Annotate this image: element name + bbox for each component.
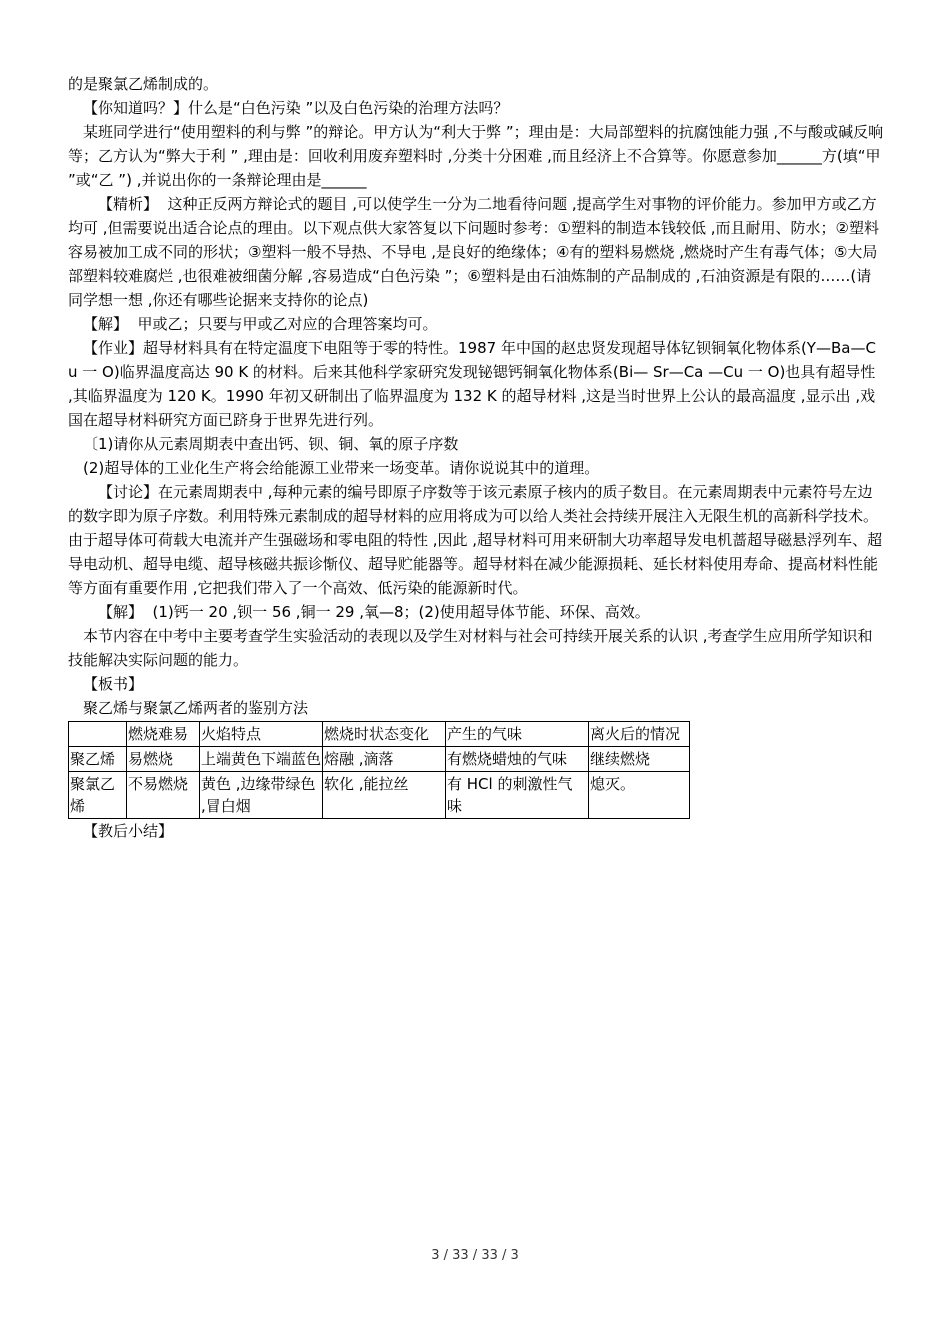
document-body: [68, 72, 884, 843]
table-header-cell: 燃烧难易: [127, 722, 200, 747]
table-header-row: [69, 722, 690, 747]
table-row: [69, 747, 690, 772]
table-cell: 易燃烧: [127, 747, 200, 772]
table-cell: 继续燃烧: [589, 747, 690, 772]
table-header-cell: 产生的气味: [446, 722, 589, 747]
table-cell: 软化 ,能拉丝: [323, 772, 446, 819]
table-cell: 有燃烧蜡烛的气味: [446, 747, 589, 772]
identification-table: [68, 721, 690, 819]
paragraph-intro-end: 的是聚氯乙烯制成的。: [68, 75, 219, 93]
paragraph-discussion: 【讨论】在元素周期表中 ,每种元素的编号即原子序数等于该元素原子核内的质子数目。在元素周期表中元素符号左边的数字即为原子序数。利用特殊元素制成的超导材料的应用将成为可以给人类社会持续开展注入无限生机的高新科学技术。由于超导体可荷载大电流并产生强磁场和零电阻的特性 ,因此 ,超导材料可用来研制大功率超导发电机蔷超导磁悬浮列车、超导电动机、超导电缆、超导核磁共振诊惭仪、超导贮能器等。超导材料在减少能源损耗、延长材料使用寿命、提高材料性能等方面有重要作用 ,它把我们带入了一个高效、低污染的能源新时代。: [68, 483, 883, 597]
paragraph-debate-question: 某班同学进行“使用塑料的利与弊 ”的辩论。甲方认为“利大于弊 ”；理由是：大局部塑料的抗腐蚀能力强 ,不与酸或碱反响等；乙方认为“弊大于利 ” ,理由是：回收利用废弃塑料时 ,分类十分困难 ,而且经济上不合算等。你愿意参加______方(填“甲 ”或“乙 ”) ,并说出你的一条辩论理由是______: [68, 123, 886, 189]
table-cell: 熄灭。: [589, 772, 690, 819]
table-cell: 上端黄色下端蓝色: [200, 747, 323, 772]
table-cell: 不易燃烧: [127, 772, 200, 819]
paragraph-analysis: 【精析】 这种正反两方辩论式的题目 ,可以使学生一分为二地看待问题 ,提高学生对事物的评价能力。参加甲方或乙方均可 ,但需要说出适合论点的理由。以下观点供大家答复以下问题时参考：①塑料的制造本钱较低 ,而且耐用、防水；②塑料容易被加工成不同的形状；③塑料一般不导热、不导电 ,是良好的绝缘体；④有的塑料易燃烧 ,燃烧时产生有毒气体；⑤大局部塑料较难腐烂 ,也很难被细菌分解 ,容易造成“白色污染 ”；⑥塑料是由石油炼制的产品制成的 ,石油资源是有限的……(请同学想一想 ,你还有哪些论据来支持你的论点): [68, 195, 879, 309]
table-caption: 聚乙烯与聚氯乙烯两者的鉴别方法: [83, 699, 309, 717]
table-cell: 熔融 ,滴落: [323, 747, 446, 772]
paragraph-answer-2: 【解】 (1)钙一 20 ,钡一 56 ,铜一 29 ,氧—8；(2)使用超导体节能、环保、高效。: [98, 603, 650, 621]
paragraph-do-you-know: 【你知道吗？】什么是“白色污染 ”以及白色污染的治理方法吗？: [83, 99, 509, 117]
table-cell: 聚乙烯: [69, 747, 127, 772]
paragraph-question-1: 〔1)请你从元素周期表中查出钙、钡、铜、氧的原子序数: [83, 435, 459, 453]
paragraph-answer-1: 【解】 甲或乙；只要与甲或乙对应的合理答案均可。: [83, 315, 438, 333]
table-cell: 黄色 ,边缘带绿色 ,冒白烟: [200, 772, 323, 819]
table-cell: 有 HCl 的刺激性气味: [446, 772, 589, 819]
table-header-cell: [69, 722, 127, 747]
paragraph-homework: 【作业】超导材料具有在特定温度下电阻等于零的特性。1987 年中国的赵忠贤发现超导体钇钡铜氧化物体系(Y—Ba—Cu 一 O)临界温度高达 90 K 的材料。后来其他科学家研究发现铋锶钙铜氧化物体系(Bi— Sr—Ca —Cu 一 O)也具有超导性 ,其临界温度为 120 K。1990 年初又研制出了临界温度为 132 K 的超导材料 ,这是当时世界上公认的最高温度 ,显示出 ,戏国在超导材料研究方面已跻身于世界先进行列。: [68, 339, 881, 429]
table-header-cell: 火焰特点: [200, 722, 323, 747]
paragraph-summary: 本节内容在中考中主要考查学生实验活动的表现以及学生对材料与社会可持续开展关系的认识 ,考查学生应用所学知识和技能解决实际问题的能力。: [68, 627, 873, 669]
page-number: 3 / 33 / 33 / 3: [431, 1248, 519, 1263]
table-row: [69, 772, 690, 819]
table-header-cell: 燃烧时状态变化: [323, 722, 446, 747]
paragraph-question-2: (2)超导体的工业化生产将会给能源工业带来一场变革。请你说说其中的道理。: [83, 459, 600, 477]
paragraph-board-heading: 【板书】: [83, 675, 144, 693]
paragraph-post-lesson: 【教后小结】: [83, 822, 174, 840]
table-header-cell: 离火后的情况: [589, 722, 690, 747]
table-cell: 聚氯乙烯: [69, 772, 127, 819]
